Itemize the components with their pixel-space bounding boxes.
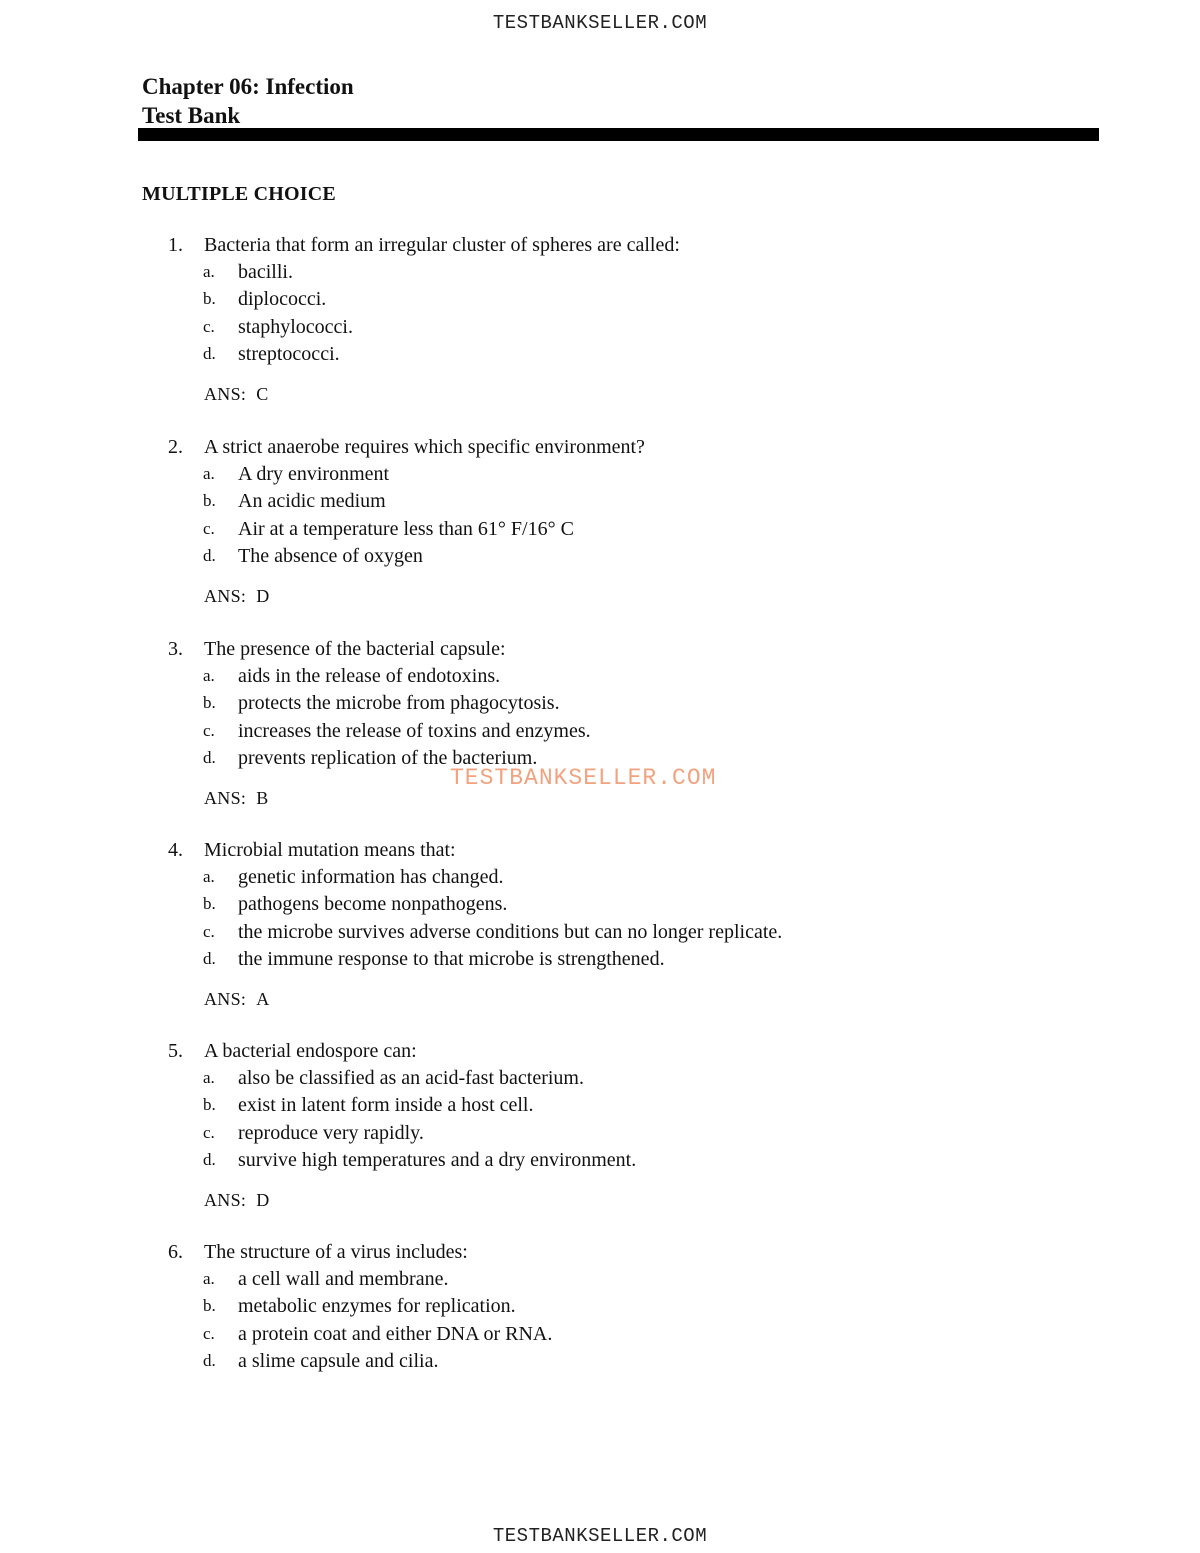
choice-text: protects the microbe from phagocytosis. [238, 692, 560, 715]
answer-label: ANS: [204, 989, 247, 1009]
answer-choice [0, 316, 1200, 343]
answer-choice [0, 921, 1200, 948]
answer-value: D [256, 1190, 270, 1210]
section-heading: MULTIPLE CHOICE [142, 183, 336, 205]
watermark-middle: TESTBANKSELLER.COM [450, 765, 717, 791]
answer-choice [0, 866, 1200, 893]
question-number: 6. [168, 1241, 183, 1263]
question-number: 3. [168, 638, 183, 660]
test-bank-subtitle: Test Bank [142, 103, 241, 128]
choice-text: genetic information has changed. [238, 866, 504, 888]
answer-choice [0, 463, 1200, 490]
answer-choice [0, 1149, 1200, 1176]
choice-text: increases the release of toxins and enzymes. [238, 719, 591, 742]
watermark-bottom: TESTBANKSELLER.COM [492, 1525, 708, 1547]
choice-letter: c. [203, 720, 215, 740]
choice-text: the microbe survives adverse conditions but can no longer replicate. [238, 920, 783, 943]
answer-value: C [256, 384, 269, 404]
choice-letter: b. [203, 1095, 216, 1115]
answer-key [204, 384, 269, 405]
choice-letter: b. [203, 1296, 216, 1316]
answer-label: ANS: [204, 384, 247, 404]
choice-letter: c. [203, 1323, 215, 1343]
question-stem: Microbial mutation means that: [204, 839, 456, 861]
answer-choice [0, 1094, 1200, 1121]
choice-letter: c. [203, 518, 215, 538]
choice-letter: a. [203, 1068, 215, 1087]
choice-text: a cell wall and membrane. [238, 1268, 449, 1290]
choice-text: Air at a temperature less than 61° F/16° C [238, 517, 574, 540]
answer-key [204, 586, 270, 607]
chapter-title: Chapter 06: Infection [142, 74, 354, 99]
answer-choice [0, 1350, 1200, 1377]
question-stem: The structure of a virus includes: [204, 1241, 468, 1263]
choice-letter: d. [203, 545, 216, 565]
choice-text: prevents replication of the bacterium. [238, 746, 538, 769]
answer-choice [0, 665, 1200, 692]
answer-choice [0, 1295, 1200, 1322]
answer-key [204, 989, 270, 1010]
choice-text: pathogens become nonpathogens. [238, 893, 508, 916]
choice-letter: c. [203, 1122, 215, 1142]
choice-text: staphylococci. [238, 315, 353, 338]
choice-letter: a. [203, 464, 215, 483]
question-number: 1. [168, 234, 183, 256]
question-stem: A strict anaerobe requires which specific environment? [204, 436, 645, 458]
choice-letter: a. [203, 867, 215, 886]
answer-choice [0, 893, 1200, 920]
choice-letter: d. [203, 1149, 216, 1169]
answer-choice [0, 948, 1200, 975]
choice-text: metabolic enzymes for replication. [238, 1295, 516, 1318]
answer-label: ANS: [204, 586, 247, 606]
question-number: 2. [168, 436, 183, 458]
choice-letter: b. [203, 491, 216, 511]
choice-text: also be classified as an acid-fast bacterium. [238, 1067, 584, 1089]
choice-letter: b. [203, 693, 216, 713]
choice-text: aids in the release of endotoxins. [238, 665, 501, 687]
choice-text: survive high temperatures and a dry environment. [238, 1148, 637, 1171]
answer-choice [0, 490, 1200, 517]
answer-value: D [256, 586, 270, 606]
question-number: 4. [168, 839, 183, 861]
choice-letter: d. [203, 948, 216, 968]
question-stem: Bacteria that form an irregular cluster of spheres are called: [204, 234, 680, 256]
answer-choice [0, 518, 1200, 545]
answer-choice [0, 720, 1200, 747]
choice-letter: d. [203, 1350, 216, 1370]
answer-label: ANS: [204, 788, 247, 808]
choice-letter: b. [203, 289, 216, 309]
question-number: 5. [168, 1040, 183, 1062]
answer-choice [0, 261, 1200, 288]
choice-text: diplococci. [238, 288, 327, 311]
choice-letter: b. [203, 894, 216, 914]
answer-key [204, 788, 269, 809]
choice-text: A dry environment [238, 463, 390, 485]
answer-choice [0, 692, 1200, 719]
answer-choice [0, 1323, 1200, 1350]
choice-letter: d. [203, 747, 216, 767]
choice-letter: a. [203, 666, 215, 685]
choice-letter: d. [203, 343, 216, 363]
choice-letter: a. [203, 1269, 215, 1288]
answer-choice [0, 288, 1200, 315]
choice-text: the immune response to that microbe is strengthened. [238, 947, 665, 970]
choice-text: exist in latent form inside a host cell. [238, 1094, 534, 1117]
answer-choice [0, 545, 1200, 572]
choice-letter: c. [203, 316, 215, 336]
answer-key [204, 1190, 270, 1211]
watermark-top: TESTBANKSELLER.COM [492, 12, 708, 34]
answer-value: B [256, 788, 269, 808]
answer-choice [0, 1268, 1200, 1295]
choice-letter: c. [203, 921, 215, 941]
answer-choice [0, 1067, 1200, 1094]
answer-value: A [256, 989, 270, 1009]
choice-letter: a. [203, 262, 215, 281]
question-stem: The presence of the bacterial capsule: [204, 638, 506, 660]
answer-choice [0, 343, 1200, 370]
choice-text: reproduce very rapidly. [238, 1121, 424, 1144]
choice-text: streptococci. [238, 342, 340, 365]
choice-text: bacilli. [238, 261, 293, 283]
answer-choice [0, 1122, 1200, 1149]
choice-text: An acidic medium [238, 490, 386, 513]
choice-text: a slime capsule and cilia. [238, 1349, 439, 1372]
choice-text: a protein coat and either DNA or RNA. [238, 1322, 553, 1345]
choice-text: The absence of oxygen [238, 544, 423, 567]
answer-label: ANS: [204, 1190, 247, 1210]
question-stem: A bacterial endospore can: [204, 1040, 417, 1062]
